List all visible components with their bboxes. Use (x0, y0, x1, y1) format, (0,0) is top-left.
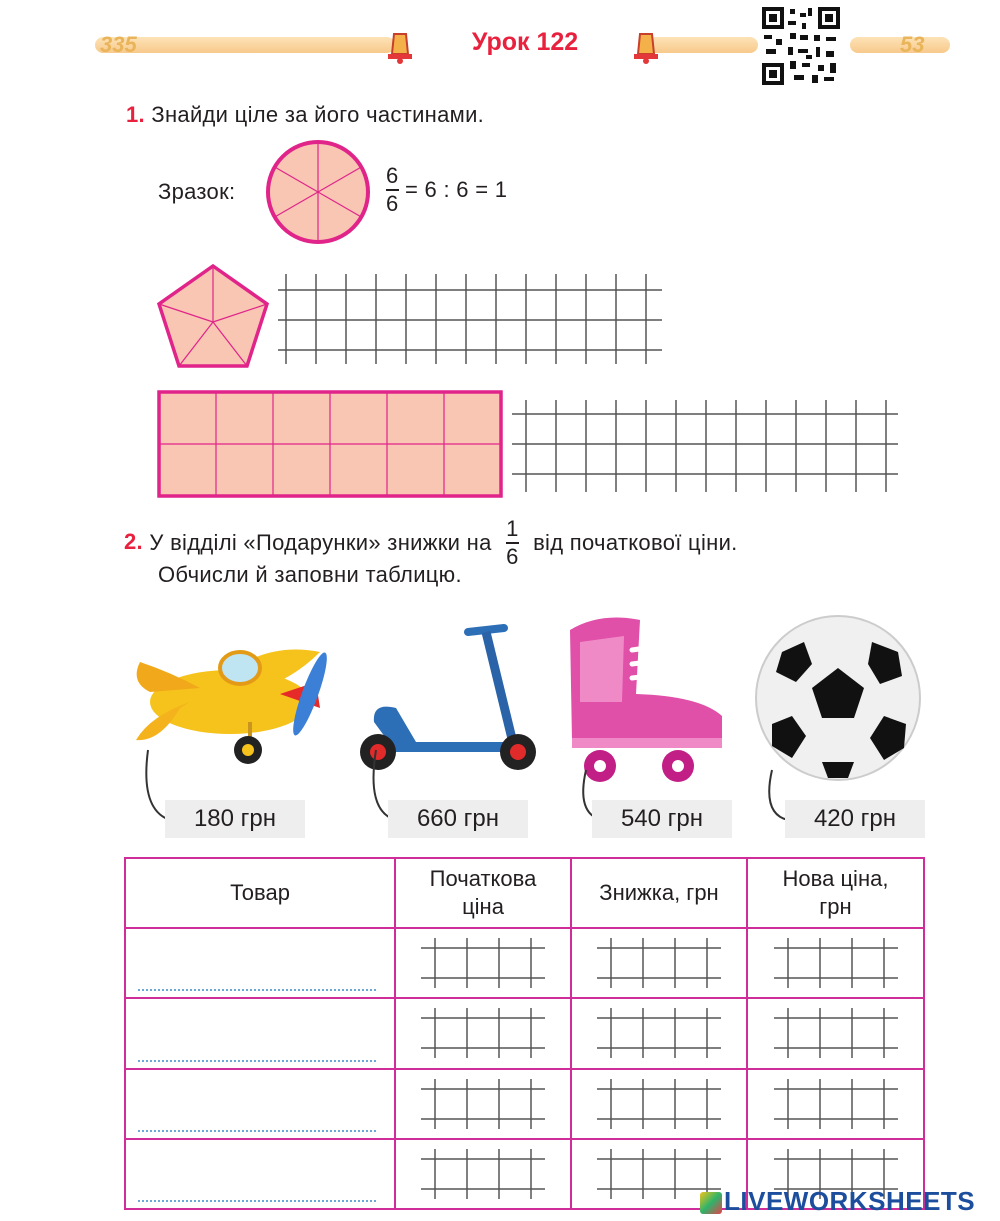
qr-code-icon[interactable] (760, 5, 842, 87)
discount-table (124, 857, 925, 1210)
corner-number-left: 335 (100, 32, 137, 57)
header-bar-left (95, 37, 395, 53)
table-row (125, 998, 924, 1068)
sample-expression: = 6 : 6 = 1 (404, 177, 508, 202)
pentagon-fifths (155, 262, 271, 370)
task2-text-before: У відділі «Подарунки» знижки на (149, 530, 492, 555)
answer-grid[interactable] (774, 1008, 898, 1058)
price-tag: 180 грн (165, 800, 305, 838)
answer-grid[interactable] (421, 1008, 545, 1058)
initial-price-cell[interactable] (395, 1139, 571, 1209)
task1-text: Знайди ціле за його частинами. (151, 102, 485, 127)
price-tag: 420 грн (785, 800, 925, 838)
task2-frac-numerator: 1 (506, 516, 519, 541)
table-header-row (125, 858, 924, 928)
header-goods: Товар (125, 858, 395, 928)
task2-frac-denominator: 6 (506, 544, 519, 569)
answer-grid[interactable] (421, 938, 545, 988)
price-tag: 660 грн (388, 800, 528, 838)
header-initial-price-text: Початкова ціна (429, 866, 537, 919)
bell-icon (630, 28, 662, 64)
task2-text-after: від початкової ціни. (533, 530, 738, 555)
initial-price-cell[interactable] (395, 928, 571, 998)
sample-denominator: 6 (386, 191, 399, 216)
goods-name-cell[interactable] (125, 998, 395, 1068)
initial-price-cell[interactable] (395, 1069, 571, 1139)
task1-heading (126, 102, 484, 128)
goods-name-cell[interactable] (125, 928, 395, 998)
goods-name-cell[interactable] (125, 1069, 395, 1139)
bell-icon (384, 28, 416, 64)
answer-grid[interactable] (597, 1008, 721, 1058)
answer-grid[interactable] (774, 938, 898, 988)
discount-cell[interactable] (571, 1069, 747, 1139)
header-discount: Знижка, грн (571, 858, 747, 928)
task2-fraction (506, 517, 519, 569)
new-price-cell[interactable] (747, 1069, 924, 1139)
table-row (125, 1069, 924, 1139)
answer-grid[interactable] (597, 1079, 721, 1129)
task2-line2: Обчисли й заповни таблицю. (158, 562, 462, 587)
sample-fraction (386, 164, 399, 216)
rectangle-twelfths (157, 390, 503, 498)
lesson-title: Урок 122 (471, 28, 579, 56)
price-tag: 540 грн (592, 800, 732, 838)
corner-number-right: 53 (900, 32, 925, 57)
task1-number: 1. (126, 102, 145, 127)
new-price-cell[interactable] (747, 928, 924, 998)
sample-label: Зразок: (158, 179, 236, 204)
sample-equation (386, 164, 507, 216)
answer-grid[interactable] (597, 938, 721, 988)
header-bar-middle (648, 37, 758, 53)
goods-name-cell[interactable] (125, 1139, 395, 1209)
liveworksheets-logo (700, 1186, 975, 1217)
answer-grid-pentagon[interactable] (278, 274, 662, 364)
answer-grid[interactable] (421, 1079, 545, 1129)
header-initial-price (395, 858, 571, 928)
logo-text: LIVEWORKSHEETS (724, 1186, 976, 1216)
new-price-cell[interactable] (747, 998, 924, 1068)
answer-grid-rectangle[interactable] (512, 400, 898, 492)
header-new-price (747, 858, 924, 928)
discount-cell[interactable] (571, 928, 747, 998)
answer-grid[interactable] (421, 1149, 545, 1199)
sample-circle-sixths (265, 137, 371, 247)
initial-price-cell[interactable] (395, 998, 571, 1068)
task2-number: 2. (124, 528, 143, 554)
table-row (125, 928, 924, 998)
header-new-price-text: Нова ціна, грн (782, 866, 889, 919)
discount-cell[interactable] (571, 998, 747, 1068)
sample-numerator: 6 (386, 163, 399, 188)
answer-grid[interactable] (774, 1079, 898, 1129)
